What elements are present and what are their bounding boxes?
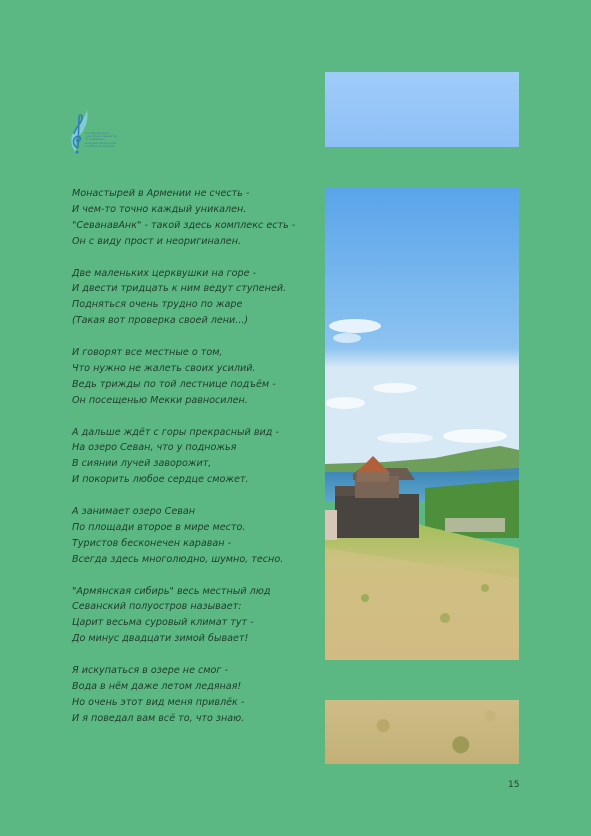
poem-line: Севанский полуостров называет: (72, 601, 242, 613)
poem-line: И говорят все местные о том, (72, 347, 223, 359)
stanza (72, 266, 312, 330)
logo-text-line: Российский фонд (85, 132, 109, 135)
logo-text-line: по поддержке (85, 138, 105, 142)
monastery-lake-photo (325, 188, 519, 660)
sky-photo-strip (325, 72, 519, 147)
poem-line: Всегда здесь многолюдно, шумно, тесно. (72, 553, 284, 565)
poem (72, 186, 312, 727)
poem-line: Туристов бесконечен караван - (72, 537, 232, 549)
poem-line: Ведь трижды по той лестнице подъём - (72, 378, 276, 390)
poem-line: До минус двадцати зимой бывает! (72, 633, 249, 645)
stanza (72, 584, 312, 648)
logo-text-line: в Сибирском регионе (85, 144, 115, 148)
poem-line: (Такая вот проверка своей лени...) (72, 315, 249, 327)
stanza (72, 425, 312, 489)
poem-line: А занимает озеро Севан (72, 506, 196, 518)
poem-line: В сиянии лучей заворожит, (72, 458, 212, 470)
poem-line: Он посещенью Мекки равносилен. (72, 394, 248, 406)
poem-line: Монастырей в Армении не счесть - (72, 188, 250, 199)
stanza (72, 504, 312, 568)
poem-line: Что нужно не жалеть своих усилий. (72, 362, 256, 374)
poem-line: И чем-то точно каждый уникален. (72, 203, 247, 215)
stanza (72, 663, 312, 727)
poem-line: И покорить любое сердце сможет. (72, 474, 249, 486)
poem-line: А дальше ждёт с горы прекрасный вид - (72, 426, 279, 438)
poem-line: Вода в нём даже летом ледяная! (72, 681, 242, 692)
stanza (72, 345, 312, 409)
poem-line: "СеванавАнк" - такой здесь комплекс есть - (72, 219, 296, 231)
poem-line: Подняться очень трудно по жаре (72, 299, 243, 311)
logo-text-line: культурных инициатив (85, 135, 117, 139)
poem-line: Но очень этот вид меня привлёк - (72, 696, 245, 708)
grass-photo-strip (325, 700, 519, 764)
page-number: 15 (508, 780, 520, 790)
logo (67, 108, 131, 158)
logo-text-line: молодежной культуры (85, 141, 117, 145)
poem-line: Две маленьких церквушки на горе - (72, 267, 257, 279)
poem-line: Царит весьма суровый климат тут - (72, 617, 254, 629)
logo-text (85, 132, 135, 148)
poem-line: Он с виду прост и неоригинален. (72, 235, 242, 247)
poem-line: По площади второе в мире место. (72, 521, 246, 533)
stanza (72, 186, 312, 250)
poem-line: И я поведал вам всё то, что знаю. (72, 712, 245, 724)
poem-line: И двести тридцать к ним ведут ступеней. (72, 283, 287, 295)
poem-line: На озеро Севан, что у подножья (72, 442, 237, 454)
poem-line: "Армянская сибирь" весь местный люд (72, 585, 271, 597)
poem-line: Я искупаться в озере не смог - (72, 665, 228, 677)
